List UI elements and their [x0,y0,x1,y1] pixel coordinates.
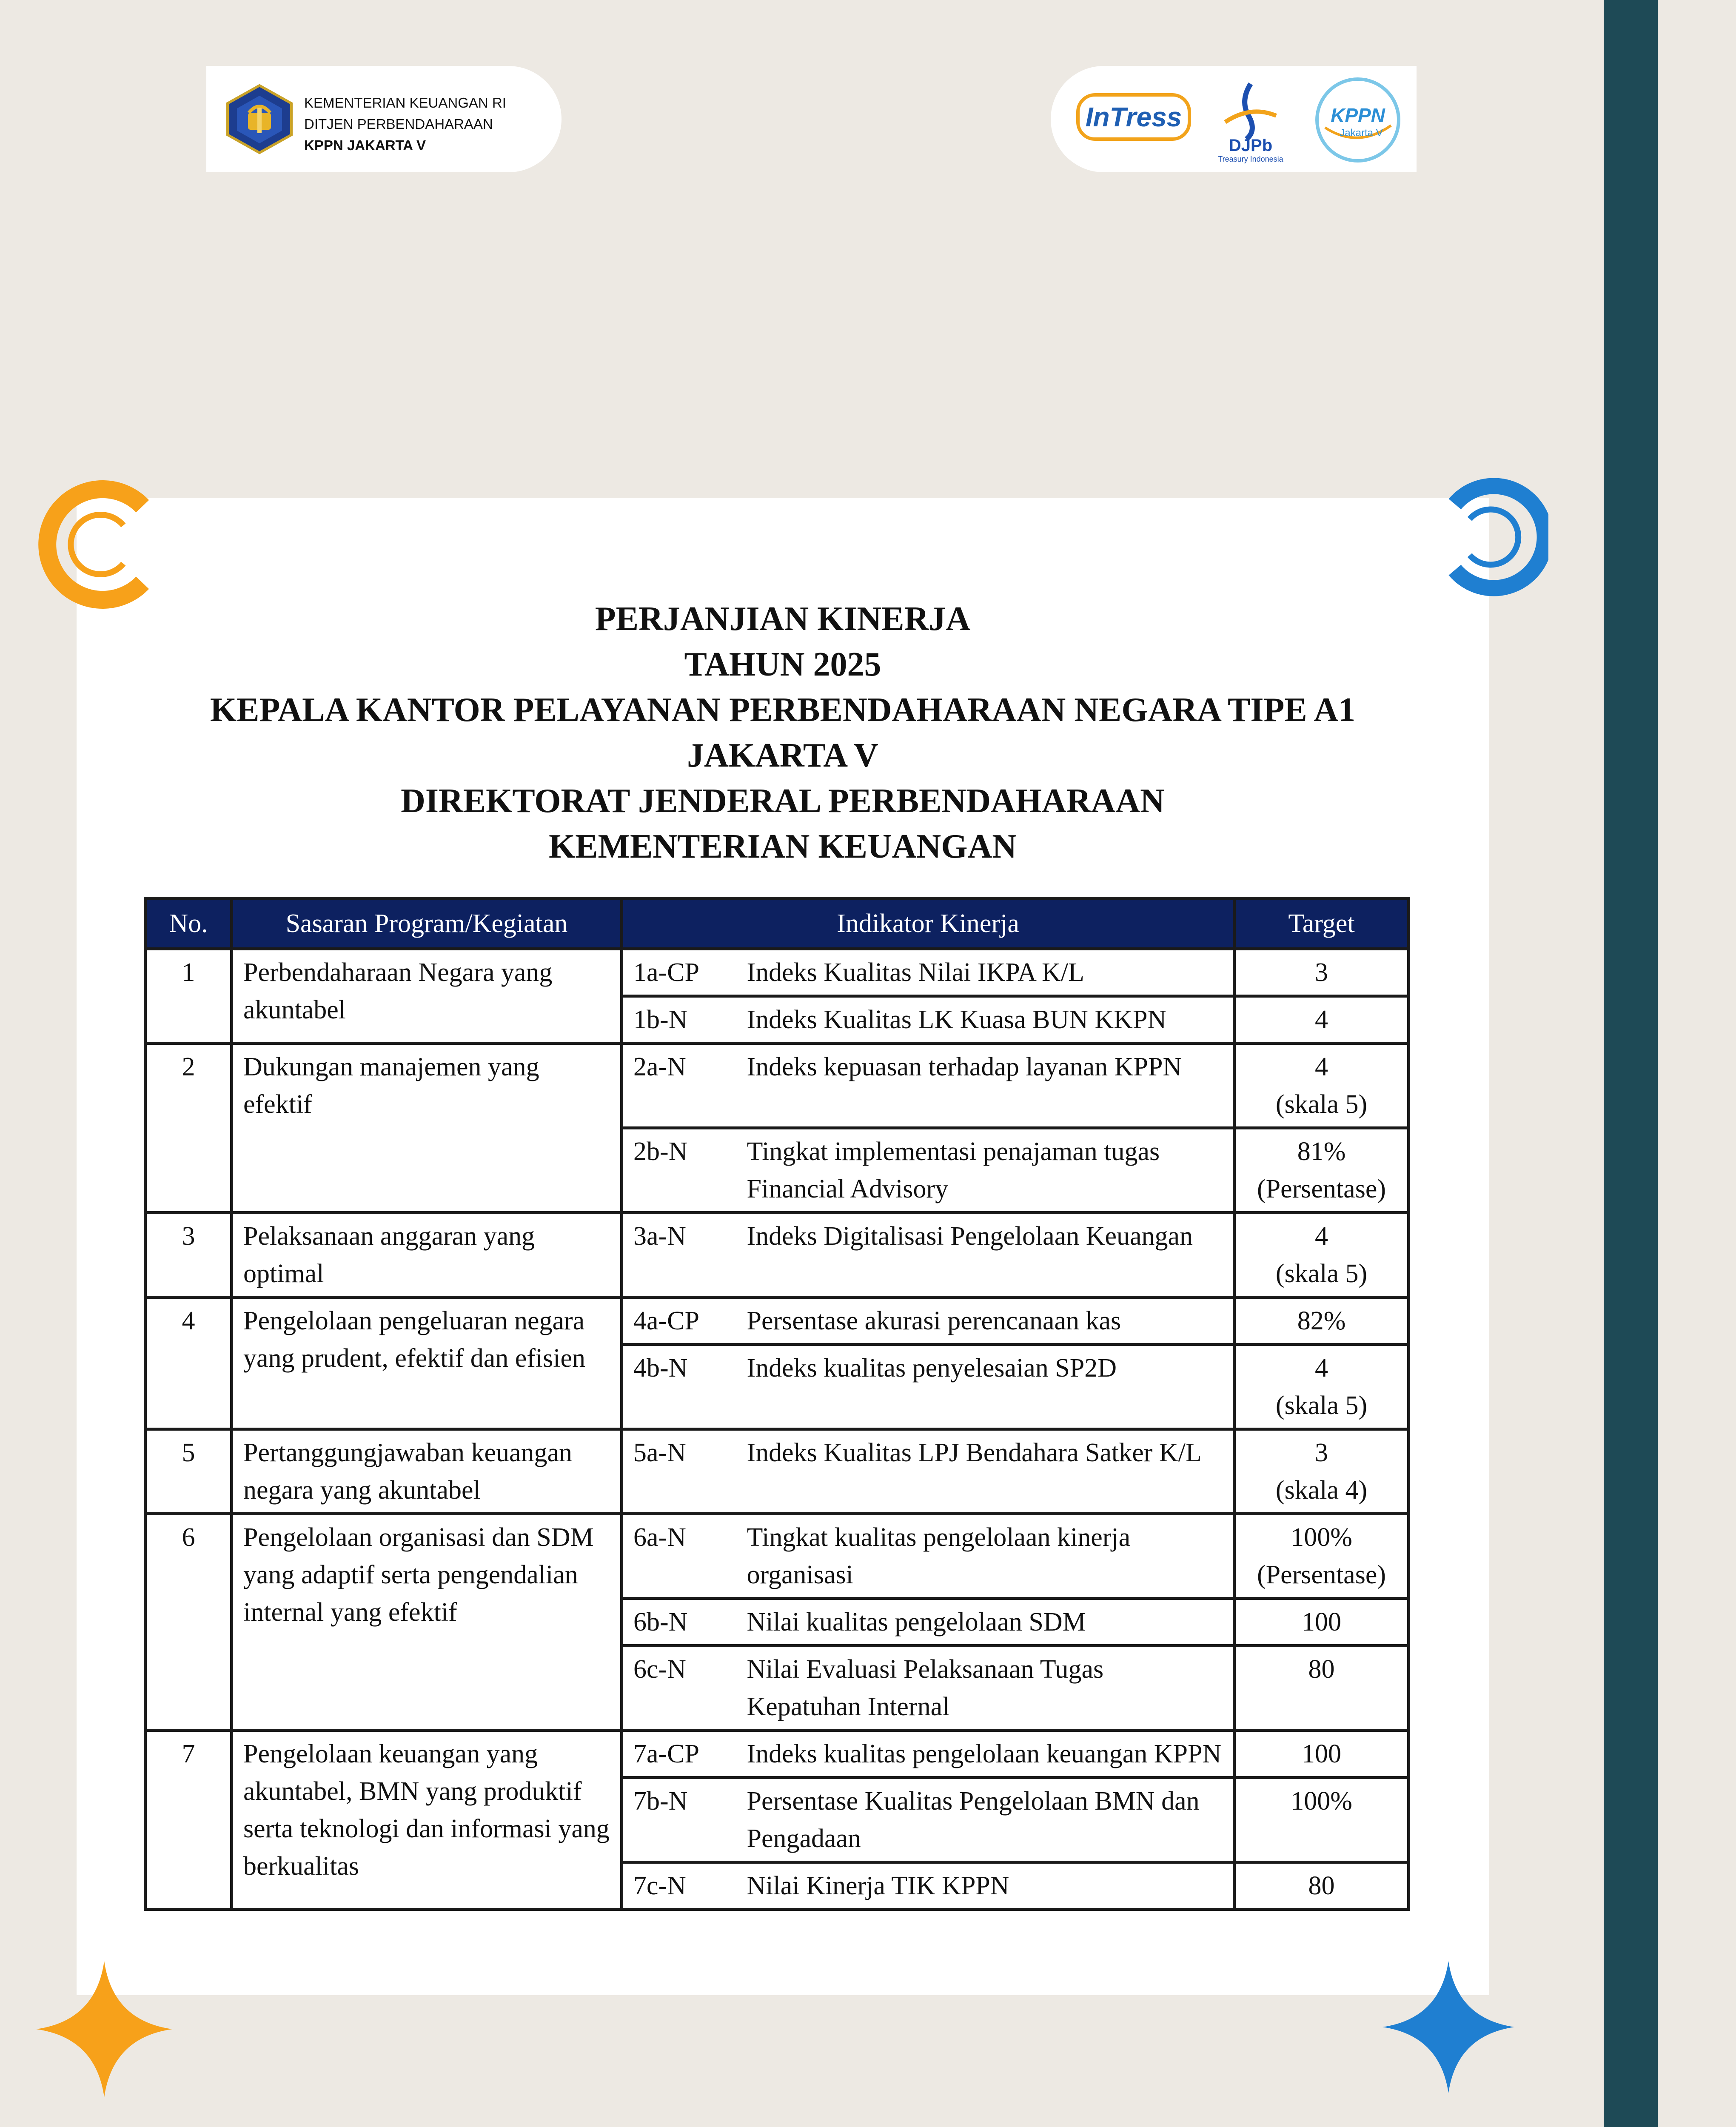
header-target: Target [1234,898,1409,949]
indicator-code: 2b-N [622,1128,737,1213]
target-note: (skala 5) [1275,1090,1368,1119]
row-number: 7 [145,1731,232,1910]
kppn-logo-subtext: Jakarta V [1340,127,1383,139]
header-partner-logos [1051,66,1417,172]
header-org-badge [206,66,562,172]
indicator-text: Indeks Kualitas LPJ Bendahara Satker K/L [737,1429,1234,1514]
row-number: 1 [145,949,232,1044]
target-cell [1234,1044,1409,1128]
performance-table [144,897,1410,1911]
target-cell [1234,1731,1409,1778]
target-value: 80 [1308,1655,1335,1684]
target-note: (skala 5) [1275,1259,1368,1288]
indicator-text: Persentase Kualitas Pengelolaan BMN dan Pengadaan [737,1778,1234,1862]
blue-ring-decoration-icon [1429,474,1548,598]
header-no: No. [145,898,232,949]
indicator-code: 6c-N [622,1646,737,1731]
indicator-text: Indeks kualitas penyelesaian SP2D [737,1345,1234,1429]
side-color-bar [1604,0,1658,2127]
indicator-text: Nilai Evaluasi Pelaksanaan Tugas Kepatuhan Internal [737,1646,1234,1731]
target-value: 100% [1291,1523,1352,1552]
target-note: (Persentase) [1257,1560,1386,1589]
target-value: 100 [1302,1608,1342,1637]
sasaran-cell: Pelaksanaan anggaran yang optimal [232,1213,622,1297]
indicator-text: Indeks Kualitas Nilai IKPA K/L [737,949,1234,996]
row-number: 6 [145,1514,232,1731]
target-note: (skala 4) [1275,1476,1368,1505]
djpb-logo-text: DJPb [1229,136,1273,155]
target-value: 4 [1315,1222,1328,1251]
title-line-1: PERJANJIAN KINERJA [595,600,971,638]
indicator-code: 3a-N [622,1213,737,1297]
row-number: 3 [145,1213,232,1297]
target-note: (Persentase) [1257,1175,1386,1203]
target-cell [1234,1599,1409,1646]
title-line-2: TAHUN 2025 [684,646,881,683]
target-value: 4 [1315,1354,1328,1383]
target-cell [1234,996,1409,1044]
table-header-row [145,898,1409,949]
target-cell [1234,1345,1409,1429]
indicator-code: 1a-CP [622,949,737,996]
target-cell [1234,1646,1409,1731]
target-cell [1234,1429,1409,1514]
indicator-code: 7a-CP [622,1731,737,1778]
sasaran-cell: Perbendaharaan Negara yang akuntabel [232,949,622,1044]
row-number: 5 [145,1429,232,1514]
indicator-text: Indeks kualitas pengelolaan keuangan KPPN [737,1731,1234,1778]
row-number: 4 [145,1297,232,1429]
target-value: 80 [1308,1871,1335,1900]
target-note: (skala 5) [1275,1391,1368,1420]
indicator-text: Persentase akurasi perencanaan kas [737,1297,1234,1345]
indicator-code: 5a-N [622,1429,737,1514]
org-line-1: KEMENTERIAN KEUANGAN RI [304,95,506,111]
indicator-text: Tingkat kualitas pengelolaan kinerja organisasi [737,1514,1234,1599]
table-row [145,949,1409,996]
table-row [145,1297,1409,1345]
indicator-code: 4b-N [622,1345,737,1429]
target-value: 4 [1315,1005,1328,1034]
sasaran-cell: Pengelolaan pengeluaran negara yang prudent, efektif dan efisien [232,1297,622,1429]
indicator-text: Nilai Kinerja TIK KPPN [737,1862,1234,1910]
document-page [77,498,1489,1995]
target-cell [1234,1778,1409,1862]
sasaran-cell: Dukungan manajemen yang efektif [232,1044,622,1213]
indicator-text: Tingkat implementasi penajaman tugas Financial Advisory [737,1128,1234,1213]
org-line-2: DITJEN PERBENDAHARAAN [304,116,493,132]
table-row [145,1429,1409,1514]
target-value: 4 [1315,1052,1328,1081]
kppn-logo-text: KPPN [1331,104,1385,126]
target-cell [1234,1297,1409,1345]
intress-logo-icon [1076,91,1191,143]
title-line-3: KEPALA KANTOR PELAYANAN PERBENDAHARAAN NEGARA TIPE A1 [210,691,1356,729]
table-row [145,1514,1409,1599]
target-value: 3 [1315,958,1328,987]
indicator-code: 7b-N [622,1778,737,1862]
title-line-4: JAKARTA V [687,737,878,774]
target-value: 100 [1302,1739,1342,1768]
indicator-text: Indeks kepuasan terhadap layanan KPPN [737,1044,1234,1128]
target-cell [1234,1128,1409,1213]
djpb-logo-icon [1206,75,1295,165]
sasaran-cell: Pengelolaan organisasi dan SDM yang adaptif serta pengendalian internal yang efektif [232,1514,622,1731]
table-row [145,1731,1409,1778]
indicator-code: 6a-N [622,1514,737,1599]
indicator-code: 1b-N [622,996,737,1044]
blue-star-decoration-icon [1383,1961,1514,2093]
kemenkeu-emblem-icon [223,83,296,155]
indicator-text: Indeks Kualitas LK Kuasa BUN KKPN [737,996,1234,1044]
target-cell [1234,1213,1409,1297]
target-value: 3 [1315,1438,1328,1467]
indicator-code: 6b-N [622,1599,737,1646]
sasaran-cell: Pengelolaan keuangan yang akuntabel, BMN yang produktif serta teknologi dan informasi yang berkualitas [232,1731,622,1910]
header-indikator: Indikator Kinerja [622,898,1234,949]
indicator-code: 2a-N [622,1044,737,1128]
sasaran-cell: Pertanggungjawaban keuangan negara yang akuntabel [232,1429,622,1514]
indicator-text: Nilai kualitas pengelolaan SDM [737,1599,1234,1646]
intress-logo-text: InTress [1085,102,1182,132]
document-title [77,596,1489,870]
indicator-code: 4a-CP [622,1297,737,1345]
header-sasaran: Sasaran Program/Kegiatan [232,898,622,949]
target-value: 81% [1297,1137,1346,1166]
row-number: 2 [145,1044,232,1213]
target-cell [1234,1514,1409,1599]
title-line-6: KEMENTERIAN KEUANGAN [548,828,1017,865]
table-row [145,1213,1409,1297]
target-value: 100% [1291,1787,1352,1816]
target-cell [1234,949,1409,996]
kppn-logo-icon [1312,74,1404,166]
indicator-code: 7c-N [622,1862,737,1910]
orange-star-decoration-icon [36,1961,172,2097]
target-cell [1234,1862,1409,1910]
table-row [145,1044,1409,1128]
indicator-text: Indeks Digitalisasi Pengelolaan Keuangan [737,1213,1234,1297]
orange-ring-decoration-icon [36,476,168,613]
table-body [145,949,1409,1910]
org-line-3: KPPN JAKARTA V [304,137,426,153]
target-value: 82% [1297,1306,1346,1335]
title-line-5: DIREKTORAT JENDERAL PERBENDAHARAAN [401,782,1165,820]
djpb-logo-subtext: Treasury Indonesia [1218,155,1283,163]
